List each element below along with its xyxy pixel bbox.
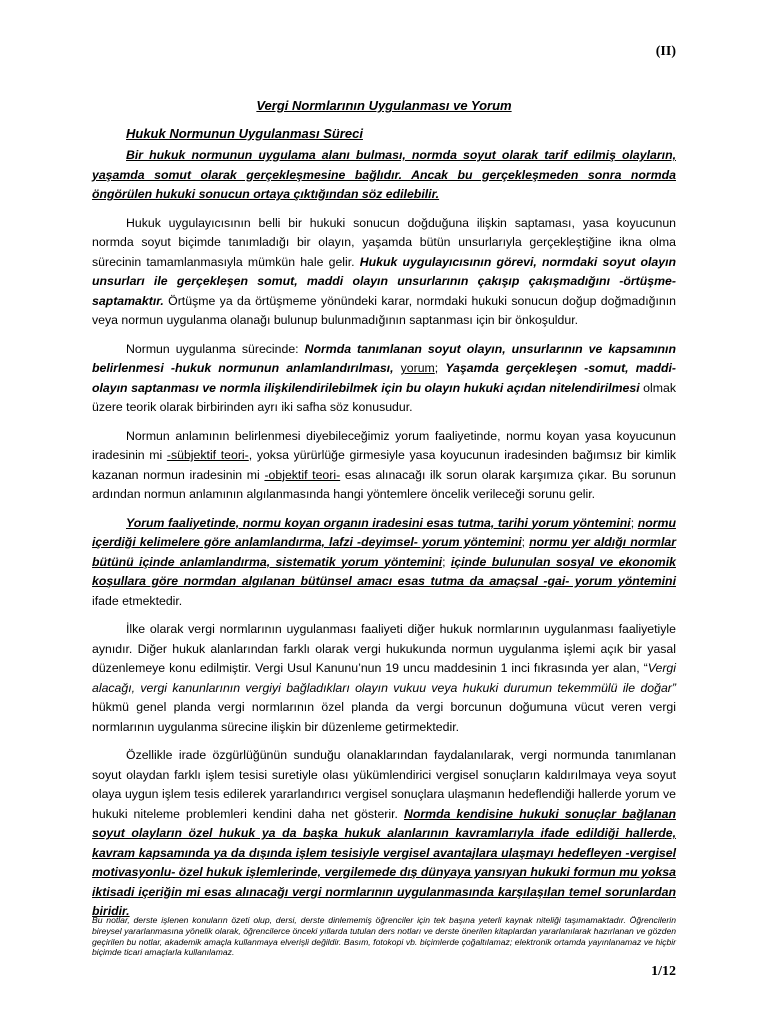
paragraph-2-text-a: Hukuk uygulayıcısının belli bir hukuki sonucun doğduğuna ilişkin saptaması, yasa koyucunun normda soyut biçimde tanımladığı bir olayın, yaşamda bütün unsurlarıyla gerçekleştiğine ikna olma sürecinin tamamlanmasıyla mümkün hale gelir. [92,215,676,269]
paragraph-3-emphasis-2: Yaşamda gerçekleşen -somut, maddi- olayın saptanması ve normla ilişkilendirilebilmek için bu olayın hukuki açıdan nitelendirilmesi [92,361,676,395]
paragraph-4-subjective-theory: -sübjektif teori- [166,448,249,462]
paragraph-5-separator-1: ; [630,515,638,530]
paragraph-2 [92,214,676,331]
document-body [92,98,676,931]
page-number: 1/12 [651,964,676,979]
paragraph-4-text-c: , yoksa yürürlüğe girmesiyle yasa koyucunun iradesinden bağımsız bir kimlik kazanan normun iradesinin mi [92,448,676,482]
paragraph-1-text: Bir hukuk normunun uygulama alanı bulması, normda soyut olarak tarif edilmiş olayların, yaşamda somut olarak gerçekleşmesine bağlıdır. Ancak bu gerçekleşmeden sonra normda öngörülen hukuki sonucun ortaya çıktığından söz edilebilir. [92,148,676,201]
footer-note: Bu notlar, derste işlenen konuların özeti olup, dersi, derste dinlememiş öğrenciler için tek başına yeterli kaynak niteliği taşımamaktadır. Öğrencilerin bireysel yararlanmasına yönelik olarak, öğrencilerce önceki yıllarda tutulan ders notları ve derste önerilen kitaplardan yararlanılarak hazırlanan ve gözden geçirilen bu notlar, akademik amaçla kullanmaya elverişli değildir. Basım, fotokopi vb. biçimlerde çoğaltılamaz; elektronik ortamda yayınlanamaz ve hiçbir biçimde ticari amaçlarla kullanılamaz. [92,915,676,958]
paragraph-3-emphasis-1: Normda tanımlanan soyut olayın, unsurlarının ve kapsamının belirlenmesi -hukuk normunun anlamlandırılması, [92,341,676,375]
paragraph-4 [92,427,676,505]
paragraph-7-text-a: Özellikle irade özgürlüğünün sunduğu olanaklarından faydalanılarak, vergi normunda tanımlanan soyut olaydan farklı işlem tesisi suretiyle olası yükümlendirici vergisel sonuçların kaldırılmaya veya soyut olaya uygun işlem tesis edilerek yararlandırıcı vergisel sonuçlara ulaşmanın hedeflendiği hallerde yorum ve hukuki niteleme problemleri kendini daha net gösterir. [92,748,676,821]
paragraph-7 [92,746,676,922]
paragraph-6-text-c: hükmü genel planda vergi normlarının özel planda da vergi borcunun doğumuna vücut veren vergi normlarının uygulanma sürecine ilişkin bir düzenleme getirmektedir. [92,700,676,734]
paragraph-5-purposive-method: içinde bulunulan sosyal ve ekonomik koşullara göre normdan algılanan bütünsel amacı esas tutma da amaçsal -gai- yorum yöntemini [92,554,676,588]
paragraph-2-emphasis: Hukuk uygulayıcısının görevi, normdaki soyut olayın unsurları ile gerçekleşen somut, maddi olayın unsurlarının çakışıp çakışmadığını -örtüşme- saptamaktır. [92,254,676,308]
paragraph-5-text-h: ifade etmektedir. [92,593,183,608]
paragraph-6-text-a: İlke olarak vergi normlarının uygulanması faaliyeti diğer hukuk normlarının uygulanması faaliyetiyle aynıdır. Diğer hukuk alanlarından farklı olarak vergi hukukunda normun uygulanma işlemi açık bir yasal düzenlemeye konu edilmiştir. Vergi Usul Kanunu’nun 19 uncu maddesinin 1 inci fıkrasında yer alan, “ [92,622,676,675]
paragraph-5-literal-method: normu içerdiği kelimelere göre anlamlandırma, lafzi -deyimsel- yorum yöntemini [92,515,676,549]
paragraph-5-separator-3: ; [442,554,451,569]
paragraph-6-quote: Vergi alacağı, vergi kanunlarının vergiyi bağladıkları olayın vukuu veya hukuki durumun tekemmülü ile doğar” [92,661,676,695]
paragraph-4-text-e: esas alınacağı ilk sorun olarak karşımıza çıkar. Bu sorunun ardından normun anlamının algılanmasında hangi yöntemlere öncelik verileceği sorunu gelir. [92,467,676,501]
document-title: Vergi Normlarının Uygulanması ve Yorum [256,98,512,113]
paragraph-2-text-c: Örtüşme ya da örtüşmeme yönündeki karar, normdaki hukuki sonucun doğup doğmadığının veya normun uygulanma olanağı bulunup bulunmadığının saptanması için bir önkoşuldur. [92,293,676,327]
paragraph-1 [92,146,676,205]
paragraph-6 [92,620,676,737]
paragraph-4-objective-theory: -objektif teori- [264,467,341,482]
paragraph-5 [92,514,676,612]
paragraph-3 [92,340,676,418]
paragraph-3-yorum: yorum [400,361,435,375]
paragraph-5-systematic-method: normu yer aldığı normlar bütünü içinde anlamlandırma, sistematik yorum yöntemini [92,535,676,569]
paragraph-4-text-a: Normun anlamının belirlenmesi diyebileceğimiz yorum faaliyetinde, normu koyan yasa koyucunun iradesinin mi [92,428,676,462]
paragraph-5-historical-method: Yorum faaliyetinde, normu koyan organın iradesini esas tutma, tarihi yorum yöntemini [126,515,631,530]
paragraph-3-separator: ; [434,361,446,375]
paragraph-5-separator-2: ; [521,535,530,549]
paragraph-3-text-f: olmak üzere teorik olarak birbirinden ayrı iki safha söz konusudur. [92,380,676,414]
paragraph-7-emphasis: Normda kendisine hukuki sonuçlar bağlanan soyut olayların özel hukuk ya da başka hukuk alanlarının kavramlarıyla ifade edildiği hallerde, kavram kapsamında ya da dışında işlem tesisiyle vergisel avantajlara ulaşmayı hedefleyen -vergisel motivasyonlu- özel hukuk işlemlerinde, vergilemede dış dünyaya yansıyan hukuki formun mu yoksa iktisadi içeriğin mi esas alınacağı vergi normlarının uygulanmasında karşılaşılan temel sorunlardan biridir. [92,806,676,918]
paragraph-3-text-a: Normun uygulanma sürecinde: [126,341,305,356]
section-subtitle: Hukuk Normunun Uygulanması Süreci [126,126,363,141]
section-number: (II) [655,44,676,59]
